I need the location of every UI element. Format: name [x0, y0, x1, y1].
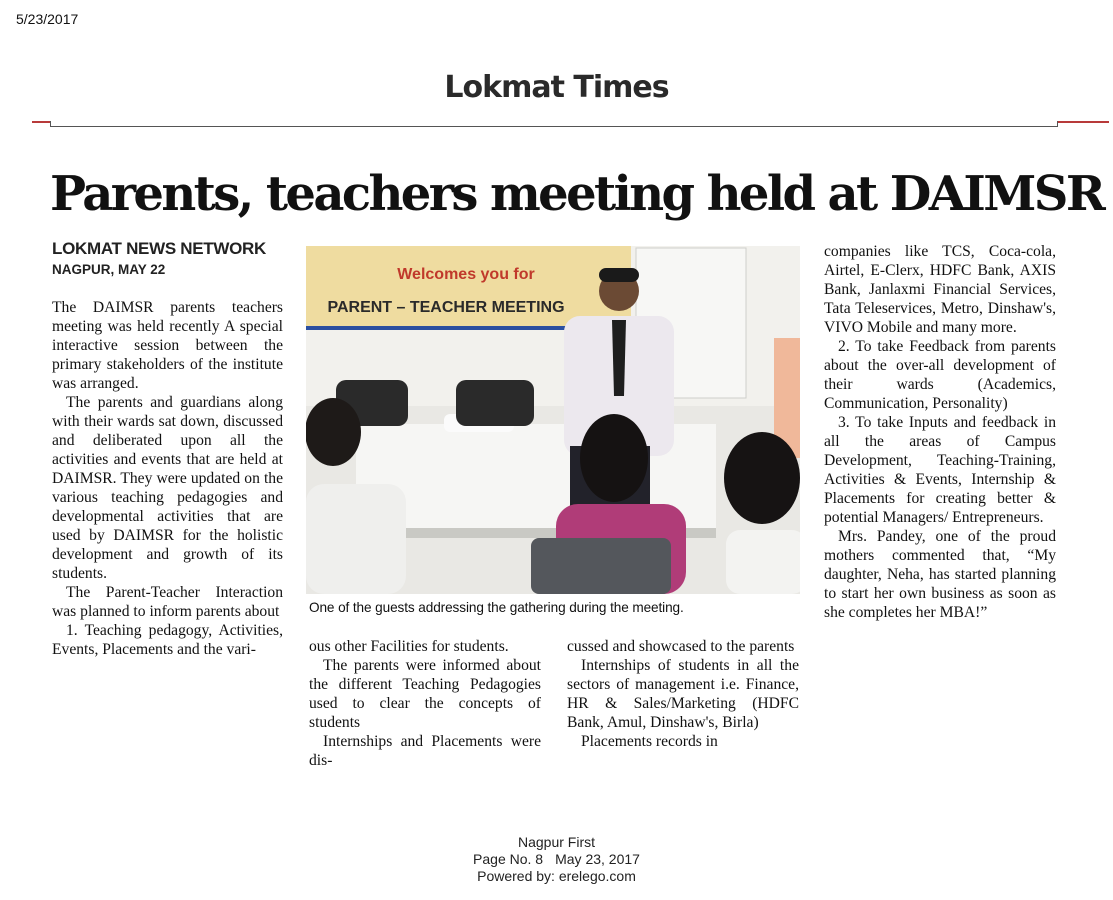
footer-edition: Nagpur First [517, 834, 596, 850]
footer-powered-by: Powered by: erelego.com [477, 868, 636, 884]
footer-page: Page No. 8 [473, 851, 544, 867]
banner-line-1: Welcomes you for [397, 266, 535, 283]
paragraph: The parents were informed about the different Teaching Pedagogies used to clear the concepts of students [309, 657, 541, 731]
print-date: 5/23/2017 [16, 11, 79, 27]
masthead-underline-bar [50, 121, 1058, 127]
paragraph: companies like TCS, Coca-cola, Airtel, E-Clerx, HDFC Bank, AXIS Bank, Janlaxmi Financial Services, Tata Teleservices, Metro, Dinshaw's, VIVO Mobile and many more. [824, 243, 1056, 336]
meeting-photo-illustration [306, 246, 800, 594]
paragraph: cussed and showcased to the parents [567, 638, 795, 655]
byline: LOKMAT NEWS NETWORK [52, 239, 267, 258]
article-column-2 [309, 637, 541, 770]
paragraph: 2. To take Feedback from parents about the over-all development of their wards (Academics, Communication, Personality) [824, 338, 1056, 412]
banner-line-2: PARENT – TEACHER MEETING [327, 299, 565, 316]
masthead-logo: Lokmat Times [444, 70, 669, 105]
article-column-3 [567, 637, 799, 751]
paragraph: ous other Facilities for students. [309, 638, 509, 655]
paragraph: The DAIMSR parents teachers meeting was held recently A special interactive session between the primary stakeholders of the institute was arranged. [52, 299, 283, 392]
article-headline: Parents, teachers meeting held at DAIMSR [50, 166, 1104, 222]
paragraph: 1. Teaching pedagogy, Activities, Events, Placements and the vari- [52, 622, 283, 658]
paragraph: The parents and guardians along with their wards sat down, discussed and deliberated upon all the activities and events that are held at DAIMSR. They were updated on the various teaching pedagogies and developmental activities that are used by DAIMSR for the holistic development and growth of its students. [52, 394, 283, 582]
page-footer [0, 834, 1113, 885]
article-column-1 [52, 298, 283, 659]
footer-date: May 23, 2017 [555, 851, 640, 867]
paragraph: Internships and Placements were dis- [309, 733, 541, 769]
paragraph: Placements records in [581, 733, 718, 750]
paragraph: Mrs. Pandey, one of the proud mothers commented that, “My daughter, Neha, has started planning to start her own business as soon as she completes her MBA!” [824, 528, 1056, 621]
photo-caption: One of the guests addressing the gathering during the meeting. [309, 600, 684, 615]
footer-page-line [0, 851, 1113, 868]
paragraph: Internships of students in all the sectors of management i.e. Finance, HR & Sales/Marketing (HDFC Bank, Amul, Dinshaw's, Birla) [567, 657, 799, 731]
article-photo [306, 246, 800, 594]
paragraph: The Parent-Teacher Interaction was planned to inform parents about [52, 584, 283, 620]
article-column-4 [824, 242, 1056, 622]
paragraph: 3. To take Inputs and feedback in all the areas of Campus Development, Teaching-Training, Activities & Events, Internship & Placements for creating better & potential Managers/ Entrepreneurs. [824, 414, 1056, 526]
dateline: NAGPUR, MAY 22 [52, 262, 166, 277]
